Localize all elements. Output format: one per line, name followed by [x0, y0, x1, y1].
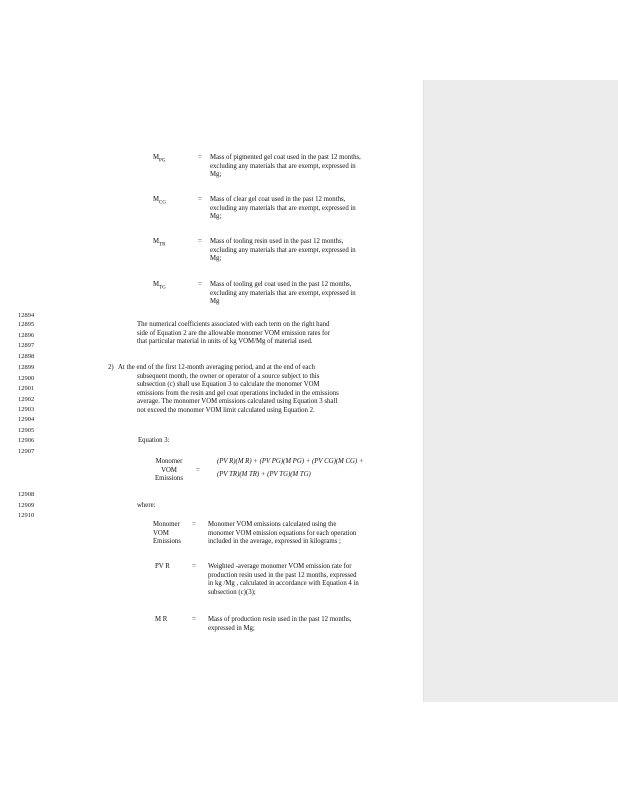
definition-text: Weighted -average monomer VOM emission rate for production resin used in the past 12 months, expressed in kg /Mg , calculated in accordance with Equation 4 in subsection (c)(3); — [208, 563, 359, 596]
line-number: 12904 — [18, 416, 35, 423]
item2-paragraph: At the end of the first 12-month averaging period, and at the end of each subsequent month, the owner or operator of a source subject to this subsection (c) shall use Equation 3 to calculate the monomer VOM emissions from the resin and gel coat operations included in the emissions average. The monomer VOM emissions calculated using Equation 3 shall not exceed the monomer VOM limit calculated using Equation 2. — [118, 364, 339, 414]
line-number: 12894 — [18, 312, 35, 319]
definition-symbol: M R — [155, 616, 168, 623]
equals-sign: = — [198, 238, 202, 245]
equals-sign: = — [192, 563, 196, 570]
definition-text: Mass of pigmented gel coat used in the past 12 months, excluding any materials that are exempt, expressed in Mg; — [210, 154, 361, 179]
comment-pane — [423, 80, 618, 702]
equals-sign: = — [198, 196, 202, 203]
line-number: 12909 — [18, 502, 35, 509]
line-number: 12907 — [18, 448, 35, 455]
definition-text: Monomer VOM emissions calculated using the monomer VOM emission equations for each operation included in the average, expressed in kilograms ; — [208, 521, 357, 546]
line-number: 12901 — [18, 385, 35, 392]
equals-sign: = — [192, 521, 196, 528]
definition-symbol: $M_{TG}$ — [153, 281, 166, 291]
definition-symbol: $M_{CG}$ — [153, 196, 166, 206]
definition-symbol: $M_{TR}$ — [153, 238, 166, 248]
where-label: where: — [137, 502, 156, 509]
definition-symbol: PV R — [155, 563, 170, 570]
line-number: 12903 — [18, 406, 35, 413]
line-number: 12898 — [18, 353, 35, 360]
equation-lhs: Monomer VOM Emissions — [155, 458, 183, 483]
equation-equals: = — [196, 467, 200, 474]
definition-symbol: $M_{PG}$ — [153, 154, 166, 164]
equals-sign: = — [192, 616, 196, 623]
equation-rhs-line-1: (PV R)(M R) + (PV PG)(M PG) + (PV CG)(M CG) + — [217, 458, 364, 465]
equation-rhs-line-2: (PV TR)(M TR) + (PV TG)(M TG) — [217, 471, 311, 478]
equation-label: Equation 3: — [138, 437, 170, 444]
coefficients-paragraph: The numerical coefficients associated with each term on the right hand side of Equation 2 are the allowable monomer VOM emission rates for that particular material in units of kg VOM/Mg of material used. — [137, 321, 330, 346]
definition-symbol: Monomer VOM Emissions — [153, 521, 181, 546]
line-number: 12896 — [18, 332, 35, 339]
line-number: 12899 — [18, 364, 35, 371]
line-number: 12895 — [18, 321, 35, 328]
definition-text: Mass of production resin used in the past 12 months, expressed in Mg; — [208, 616, 352, 632]
equals-sign: = — [198, 154, 202, 161]
line-number: 12910 — [18, 512, 35, 519]
line-number: 12906 — [18, 437, 35, 444]
definition-text: Mass of tooling gel coat used in the past 12 months, excluding any materials that are exempt, expressed in Mg — [210, 281, 356, 306]
line-number: 12902 — [18, 396, 35, 403]
definition-text: Mass of clear gel coat used in the past 12 months, excluding any materials that are exempt, expressed in Mg; — [210, 196, 356, 221]
definition-text: Mass of tooling resin used in the past 12 months, excluding any materials that are exempt, expressed in Mg; — [210, 238, 356, 263]
line-number: 12905 — [18, 427, 35, 434]
list-item-number: 2) — [108, 364, 114, 371]
line-number: 12897 — [18, 342, 35, 349]
line-number: 12908 — [18, 491, 35, 498]
equals-sign: = — [198, 281, 202, 288]
line-number: 12900 — [18, 375, 35, 382]
